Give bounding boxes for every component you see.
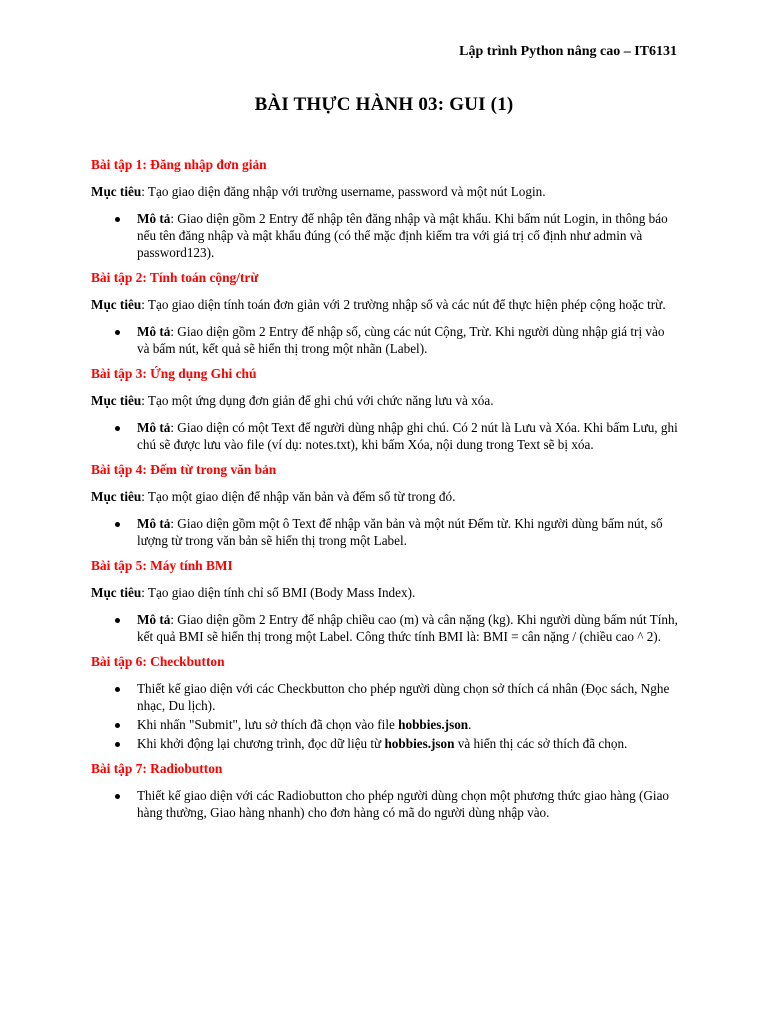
list-item [137, 735, 679, 752]
list-item: Thiết kế giao diện với các Checkbutton cho phép người dùng chọn sở thích cá nhân (Đọc sách, Nghe nhạc, Du lịch). [137, 680, 679, 714]
list-item [137, 323, 679, 357]
exercise-title: Bài tập 2: Tính toán cộng/trừ [91, 270, 259, 285]
desc-text: : Giao diện gồm 2 Entry để nhập tên đăng nhập và mật khẩu. Khi bấm nút Login, in thông báo nếu tên đăng nhập và mật khẩu đúng (có thể mặc định kiểm tra với giá trị cố định như admin và password123). [137, 211, 668, 260]
goal-label: Mục tiêu [91, 393, 142, 408]
file-name: hobbies.json [398, 717, 469, 732]
desc-label: Mô tả [137, 324, 171, 339]
goal-label: Mục tiêu [91, 297, 142, 312]
list-item [137, 419, 679, 453]
exercise-title: Bài tập 7: Radiobutton [91, 761, 223, 776]
exercise-4 [91, 461, 679, 549]
exercise-goal [91, 488, 679, 505]
bullet-list [91, 680, 679, 752]
goal-label: Mục tiêu [91, 585, 142, 600]
exercise-goal [91, 183, 679, 200]
desc-text: : Giao diện gồm 2 Entry để nhập số, cùng các nút Cộng, Trừ. Khi người dùng nhập giá trị vào và bấm nút, kết quả sẽ hiển thị trong một nhãn (Label). [137, 324, 665, 356]
desc-label: Mô tả [137, 420, 171, 435]
bullet-list [91, 787, 679, 821]
exercise-goal [91, 584, 679, 601]
exercise-6 [91, 653, 679, 752]
goal-text: : Tạo giao diện tính toán đơn giản với 2 trường nhập số và các nút để thực hiện phép cộng hoặc trừ. [141, 297, 666, 312]
exercise-goal [91, 392, 679, 409]
desc-label: Mô tả [137, 612, 171, 627]
page-title: BÀI THỰC HÀNH 03: GUI (1) [254, 94, 514, 115]
course-header: Lập trình Python nâng cao – IT6131 [459, 44, 677, 59]
list-item [137, 210, 679, 261]
list-item: Thiết kế giao diện với các Radiobutton cho phép người dùng chọn một phương thức giao hàng (Giao hàng thường, Giao hàng nhanh) cho đơn hàng có mã do người dùng nhập vào. [137, 787, 679, 821]
goal-label: Mục tiêu [91, 489, 142, 504]
bullet-list [91, 210, 679, 261]
list-item [137, 611, 679, 645]
bullet-list [91, 419, 679, 453]
bullet-list [91, 323, 679, 357]
desc-text: : Giao diện gồm một ô Text để nhập văn bản và một nút Đếm từ. Khi người dùng bấm nút, số lượng từ trong văn bản sẽ hiển thị trong một Label. [137, 516, 663, 548]
exercise-title: Bài tập 3: Ứng dụng Ghi chú [91, 366, 257, 381]
bullet-text: Khi nhấn "Submit", lưu sở thích đã chọn vào file [137, 717, 399, 732]
file-name: hobbies.json [384, 736, 455, 751]
document-body [91, 156, 679, 829]
list-item [137, 716, 679, 733]
goal-text: : Tạo giao diện tính chỉ số BMI (Body Mass Index). [141, 585, 416, 600]
goal-text: : Tạo giao diện đăng nhập với trường username, password và một nút Login. [141, 184, 546, 199]
exercise-7 [91, 760, 679, 821]
goal-text: : Tạo một ứng dụng đơn giản để ghi chú với chức năng lưu và xóa. [141, 393, 494, 408]
exercise-title: Bài tập 4: Đếm từ trong văn bản [91, 462, 277, 477]
bullet-text: Khi khởi động lại chương trình, đọc dữ liệu từ [137, 736, 385, 751]
goal-text: : Tạo một giao diện để nhập văn bản và đếm số từ trong đó. [141, 489, 456, 504]
goal-label: Mục tiêu [91, 184, 142, 199]
desc-label: Mô tả [137, 516, 171, 531]
exercise-3 [91, 365, 679, 453]
exercise-1 [91, 156, 679, 261]
bullet-list [91, 611, 679, 645]
desc-text: : Giao diện có một Text để người dùng nhập ghi chú. Có 2 nút là Lưu và Xóa. Khi bấm Lưu, ghi chú sẽ được lưu vào file (ví dụ: notes.txt), khi bấm Xóa, nội dung trong Text sẽ bị xóa. [137, 420, 678, 452]
exercise-title: Bài tập 1: Đăng nhập đơn giản [91, 157, 267, 172]
exercise-5 [91, 557, 679, 645]
exercise-goal [91, 296, 679, 313]
exercise-2 [91, 269, 679, 357]
bullet-text: và hiển thị các sở thích đã chọn. [454, 736, 628, 751]
desc-text: : Giao diện gồm 2 Entry để nhập chiều cao (m) và cân nặng (kg). Khi người dùng bấm nút Tính, kết quả BMI sẽ hiển thị trong một Label. Công thức tính BMI là: BMI = cân nặng / (chiều cao ^ 2). [137, 612, 678, 644]
list-item [137, 515, 679, 549]
bullet-list [91, 515, 679, 549]
desc-label: Mô tả [137, 211, 171, 226]
bullet-text: . [468, 717, 472, 732]
exercise-title: Bài tập 6: Checkbutton [91, 654, 225, 669]
exercise-title: Bài tập 5: Máy tính BMI [91, 558, 233, 573]
